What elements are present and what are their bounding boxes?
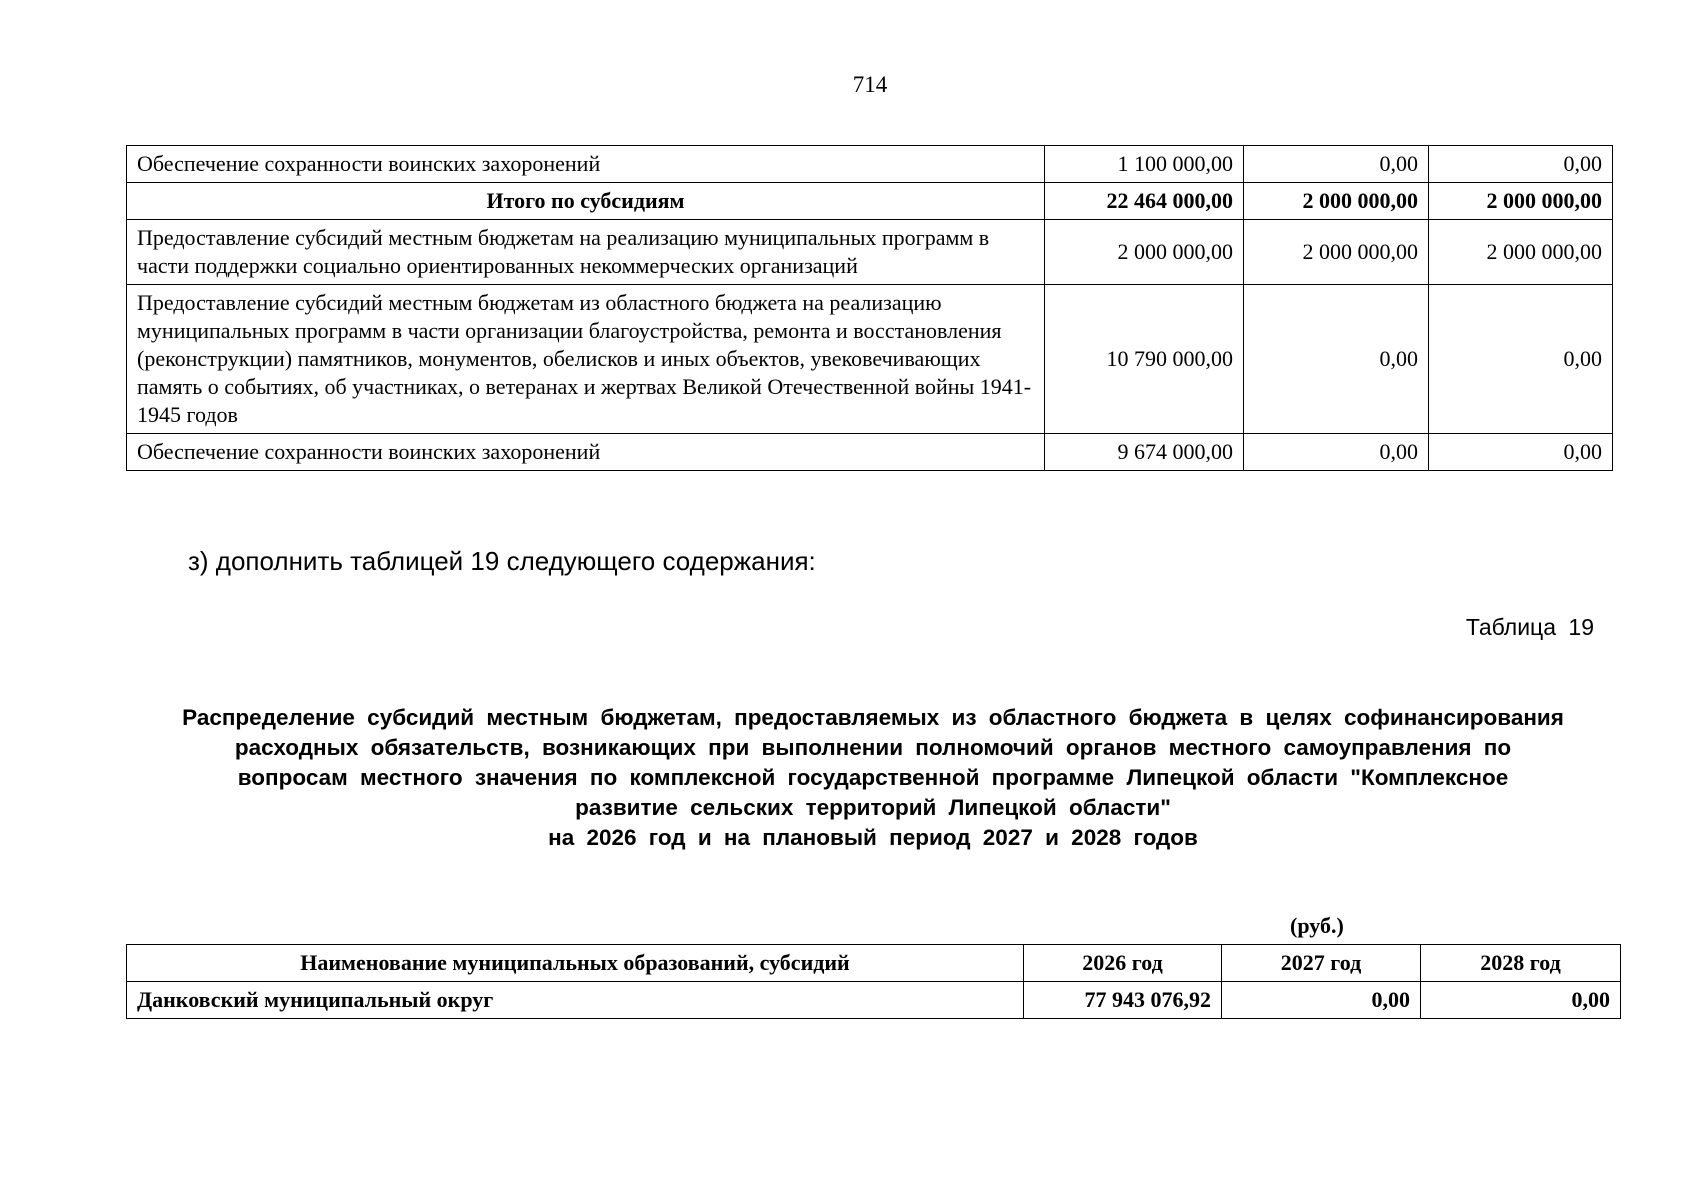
row-value-2026: 77 943 076,92 bbox=[1024, 982, 1222, 1019]
title-line: вопросам местного значения по комплексной государственной программе Липецкой области "Комплексное bbox=[237, 765, 1509, 790]
amendment-instruction: з) дополнить таблицей 19 следующего содержания: bbox=[188, 546, 816, 576]
page-number: 714 bbox=[852, 72, 888, 97]
row-value-2028: 2 000 000,00 bbox=[1429, 183, 1613, 220]
table-row bbox=[127, 146, 1613, 183]
row-value-2027: 0,00 bbox=[1222, 982, 1421, 1019]
title-line: на 2026 год и на плановый период 2027 и 2028 годов bbox=[548, 825, 1198, 850]
row-name: Итого по субсидиям bbox=[127, 183, 1045, 220]
table-row bbox=[127, 285, 1613, 434]
table-row-total bbox=[127, 183, 1613, 220]
table-row bbox=[127, 434, 1613, 471]
subsidies-table-continued bbox=[126, 145, 1613, 471]
row-name: Предоставление субсидий местным бюджетам на реализацию муниципальных программ в части поддержки социально ориентированных некоммерческих организаций bbox=[127, 220, 1045, 285]
title-line: Распределение субсидий местным бюджетам, предоставляемых из областного бюджета в целях софинансирования bbox=[182, 705, 1564, 730]
row-name: Обеспечение сохранности воинских захоронений bbox=[127, 434, 1045, 471]
row-value-2028: 0,00 bbox=[1421, 982, 1621, 1019]
table-label: Таблица 19 bbox=[1465, 614, 1594, 640]
subsidies-table-19 bbox=[126, 944, 1621, 1019]
row-name: Обеспечение сохранности воинских захоронений bbox=[127, 146, 1045, 183]
row-value-2027: 0,00 bbox=[1244, 285, 1429, 434]
table-header-row bbox=[127, 945, 1621, 982]
row-name: Предоставление субсидий местным бюджетам из областного бюджета на реализацию муниципальных программ в части организации благоустройства, ремонта и восстановления (реконструкции) памятников, монументов, обелисков и иных объектов, увековечивающих память о событиях, об участниках, о ветеранах и жертвах Великой Отечественной войны 1941-1945 годов bbox=[127, 285, 1045, 434]
row-value-2027: 0,00 bbox=[1244, 434, 1429, 471]
table-row bbox=[127, 220, 1613, 285]
row-value-2027: 2 000 000,00 bbox=[1244, 220, 1429, 285]
row-value-2027: 0,00 bbox=[1244, 146, 1429, 183]
title-line: расходных обязательств, возникающих при выполнении полномочий органов местного самоуправления по bbox=[234, 735, 1512, 760]
row-value-2026: 22 464 000,00 bbox=[1045, 183, 1244, 220]
header-2027: 2027 год bbox=[1222, 945, 1421, 982]
row-value-2027: 2 000 000,00 bbox=[1244, 183, 1429, 220]
row-value-2026: 9 674 000,00 bbox=[1045, 434, 1244, 471]
table-row bbox=[127, 982, 1621, 1019]
currency-unit: (руб.) bbox=[1290, 913, 1344, 938]
header-2028: 2028 год bbox=[1421, 945, 1621, 982]
row-value-2028: 2 000 000,00 bbox=[1429, 220, 1613, 285]
row-name: Данковский муниципальный округ bbox=[127, 982, 1024, 1019]
row-value-2028: 0,00 bbox=[1429, 146, 1613, 183]
header-2026: 2026 год bbox=[1024, 945, 1222, 982]
row-value-2026: 10 790 000,00 bbox=[1045, 285, 1244, 434]
table-title bbox=[126, 703, 1620, 853]
row-value-2026: 1 100 000,00 bbox=[1045, 146, 1244, 183]
row-value-2028: 0,00 bbox=[1429, 285, 1613, 434]
row-value-2028: 0,00 bbox=[1429, 434, 1613, 471]
header-name: Наименование муниципальных образований, субсидий bbox=[127, 945, 1024, 982]
title-line: развитие сельских территорий Липецкой области" bbox=[575, 795, 1171, 820]
row-value-2026: 2 000 000,00 bbox=[1045, 220, 1244, 285]
